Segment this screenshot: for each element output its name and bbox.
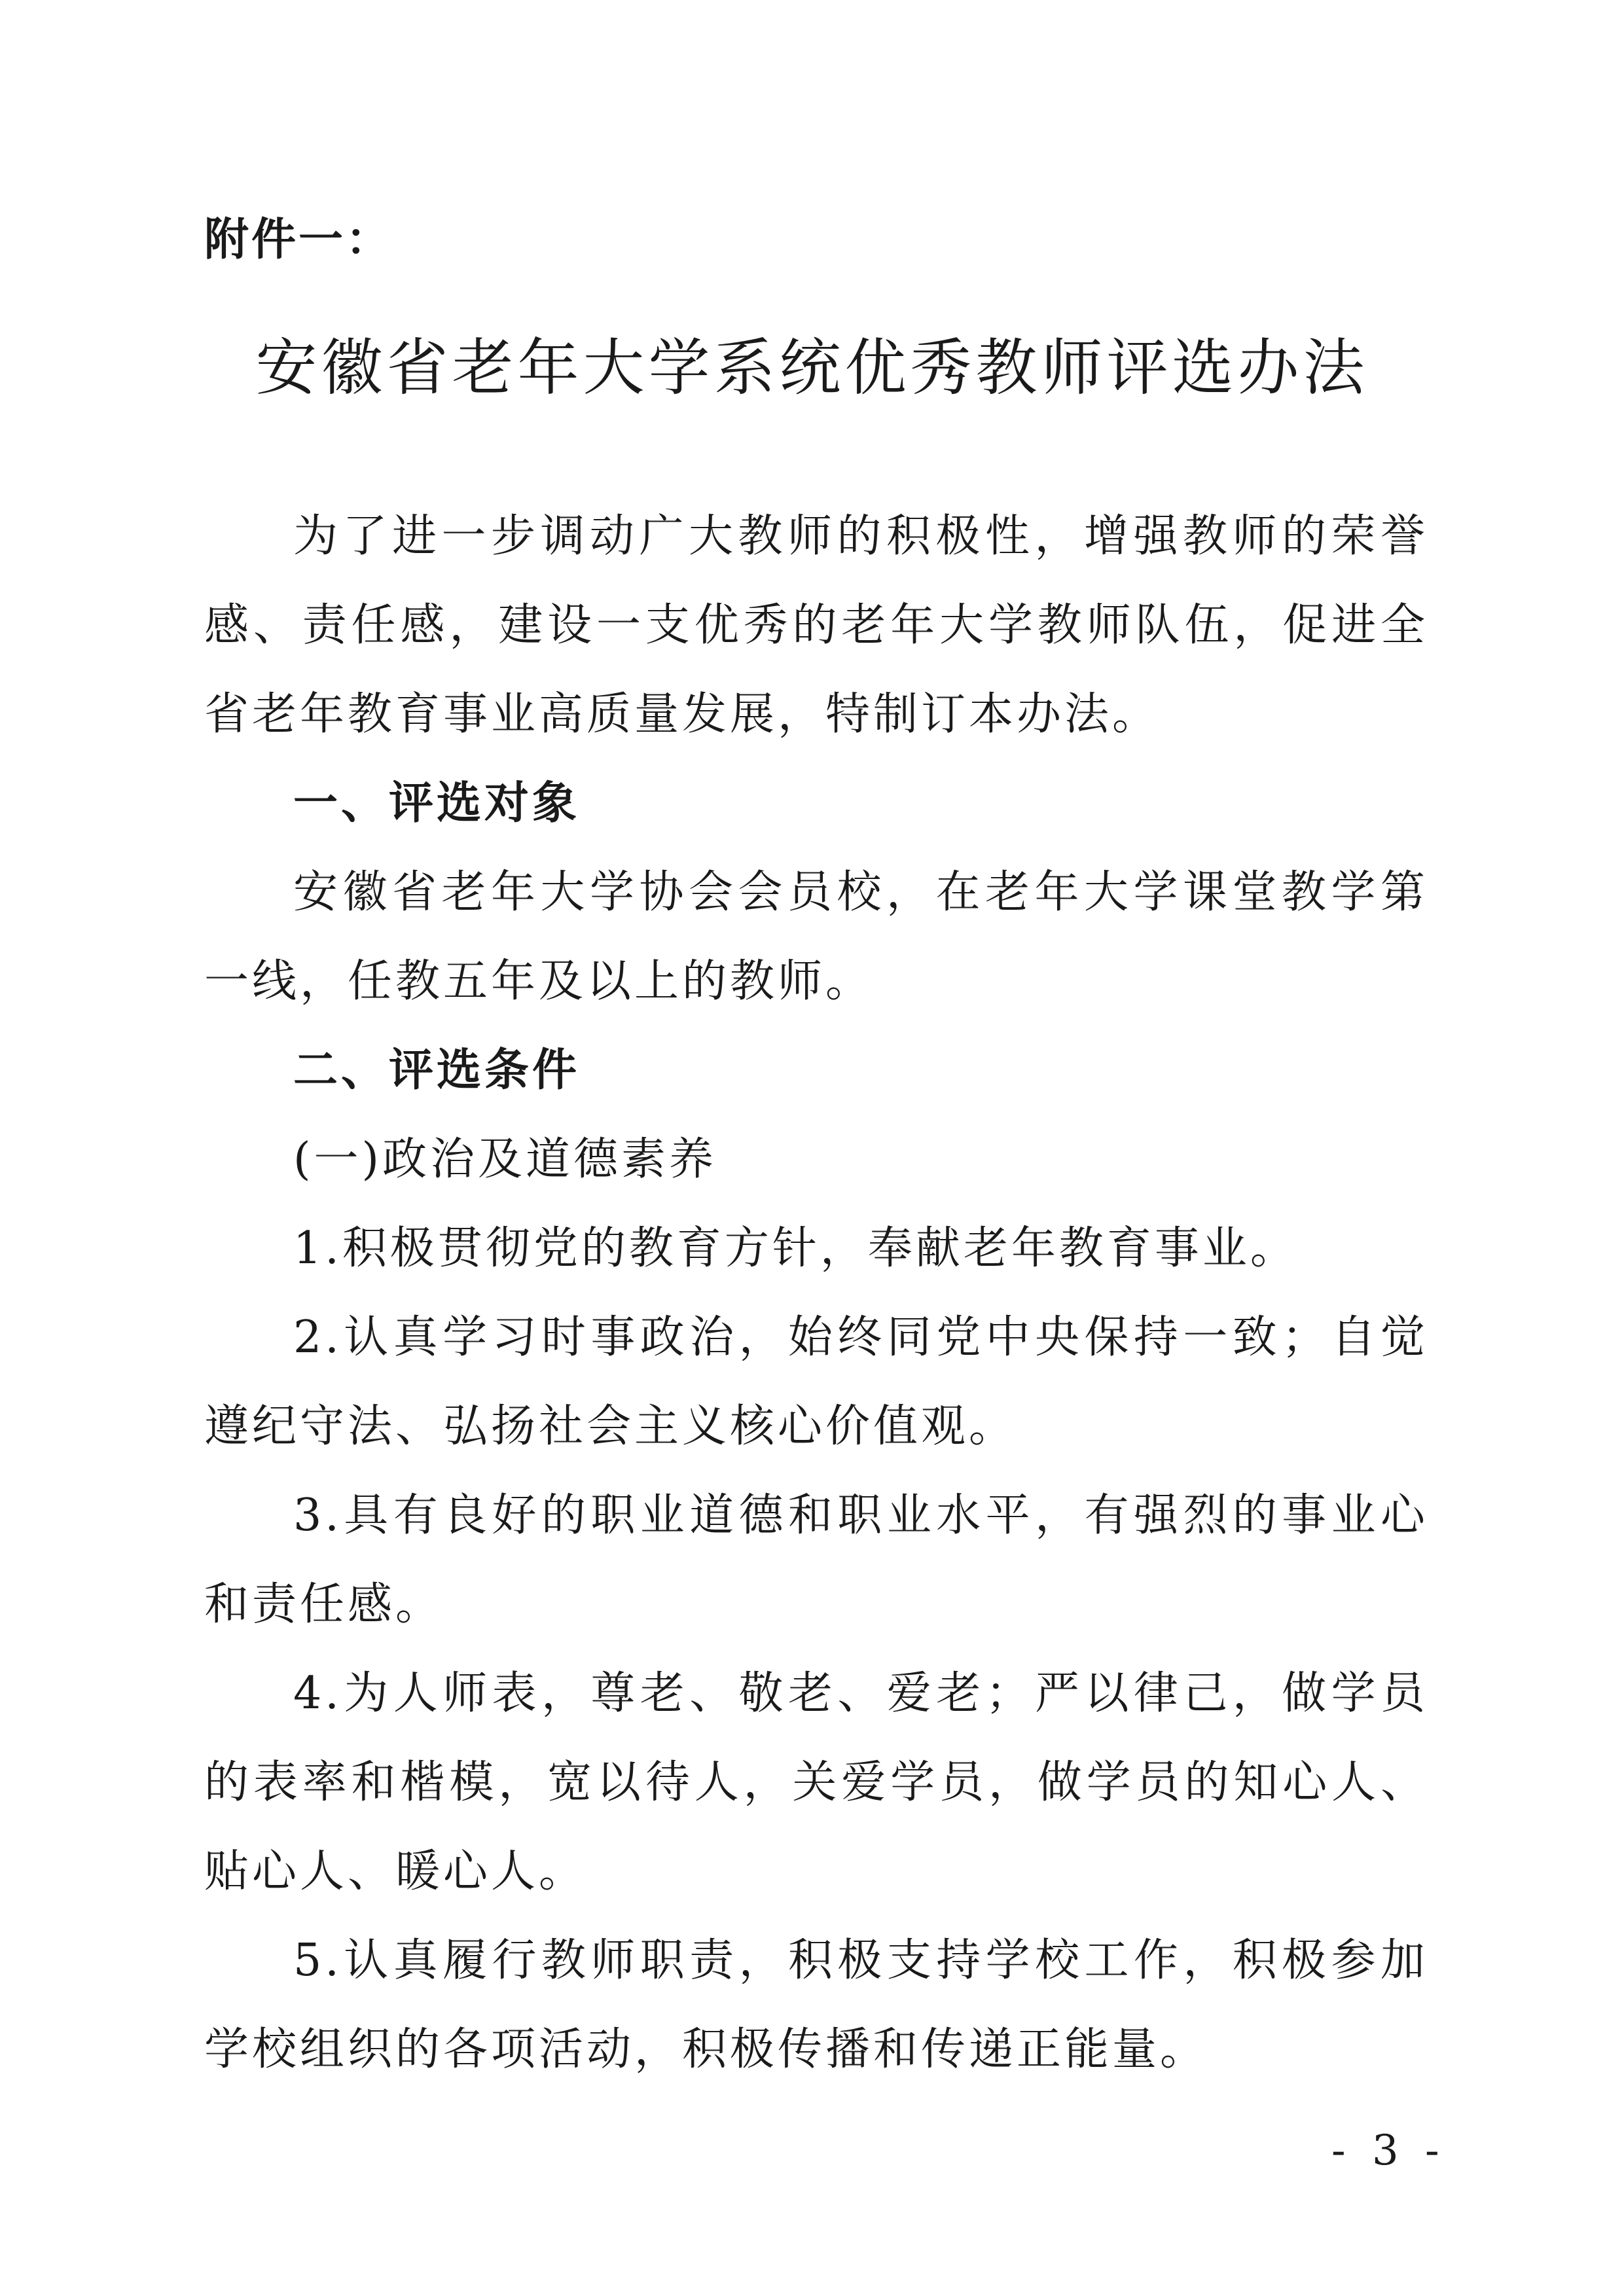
condition-item-5: 5.认真履行教师职责，积极支持学校工作，积极参加学校组织的各项活动，积极传播和传递正能量。 — [204, 1935, 1428, 2075]
evaluation-target-paragraph: 安徽省老年大学协会会员校，在老年大学课堂教学第一线，任教五年及以上的教师。 — [204, 867, 1428, 1007]
condition-item-4: 4.为人师表，尊老、敬老、爱老；严以律己，做学员的表率和楷模，宽以待人，关爱学员，做学员的知心人、贴心人、暖心人。 — [204, 1668, 1428, 1897]
section-heading-evaluation-conditions: 二、评选条件 — [293, 1045, 581, 1096]
intro-paragraph: 为了进一步调动广大教师的积极性，增强教师的荣誉感、责任感，建设一支优秀的老年大学教师队伍，促进全省老年教育事业高质量发展，特制订本办法。 — [204, 511, 1428, 740]
page-number: - 3 - — [1331, 2126, 1446, 2175]
section-heading-evaluation-target: 一、评选对象 — [293, 778, 581, 829]
subsection-heading-political-moral: (一)政治及道德素养 — [293, 1134, 717, 1185]
condition-item-3: 3.具有良好的职业道德和职业水平，有强烈的事业心和责任感。 — [204, 1490, 1428, 1630]
condition-item-1: 1.积极贯彻党的教育方针，奉献老年教育事业。 — [293, 1223, 1298, 1274]
document-body — [204, 492, 1428, 2094]
document-title: 安徽省老年大学系统优秀教师评选办法 — [255, 332, 1369, 404]
attachment-label: 附件一： — [204, 214, 393, 266]
condition-item-2: 2.认真学习时事政治，始终同党中央保持一致；自觉遵纪守法、弘扬社会主义核心价值观。 — [204, 1312, 1428, 1452]
